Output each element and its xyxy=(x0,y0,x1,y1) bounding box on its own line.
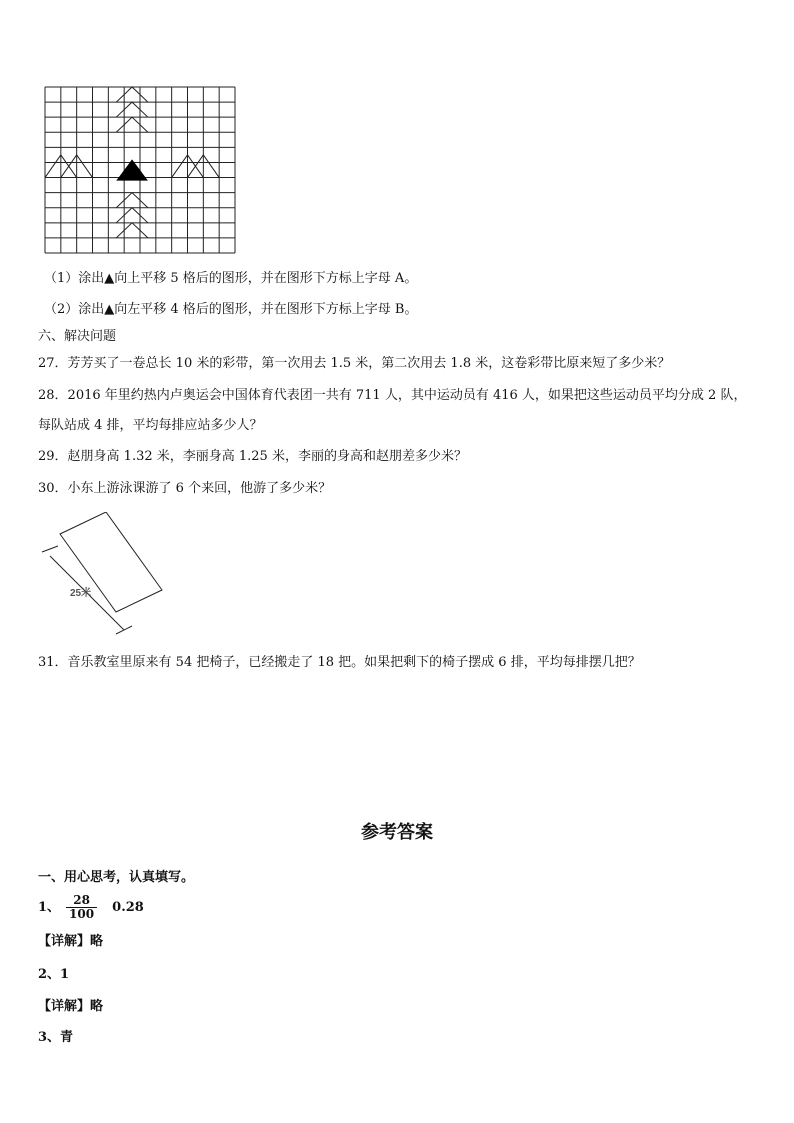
fraction-numerator: 28 xyxy=(66,894,97,908)
answer-1-number: 1、 xyxy=(38,900,61,915)
answer-3: 3、青 xyxy=(38,1030,74,1045)
swimming-pool-figure xyxy=(38,512,168,636)
chevron-shape xyxy=(116,102,148,117)
answer-1-decimal: 0.28 xyxy=(112,900,144,915)
dimension-tick-top xyxy=(42,546,58,552)
fraction-denominator: 100 xyxy=(69,907,95,921)
pool-length-label: 25米 xyxy=(70,588,92,599)
answer-2-detail: 【详解】略 xyxy=(38,999,104,1014)
question-28-line-1: 28．2016 年里约热内卢奥运会中国体育代表团一共有 711 人，其中运动员有 416 人，如果把这些运动员平均分成 2 队， xyxy=(38,388,747,403)
chevron-shape xyxy=(116,87,148,102)
chevron-shape xyxy=(116,208,148,223)
answer-key-title: 参考答案 xyxy=(361,822,433,843)
dimension-tick-bottom xyxy=(116,626,132,634)
answer-section-1-title: 一、用心思考，认真填写。 xyxy=(38,870,195,885)
answer-2: 2、1 xyxy=(38,967,70,982)
answer-1 xyxy=(38,893,144,923)
question-27: 27．芳芳买了一卷总长 10 米的彩带，第一次用去 1.5 米，第二次用去 1.8 米，这卷彩带比原来短了多少米？ xyxy=(38,356,671,371)
section-6-title: 六、解决问题 xyxy=(38,329,117,344)
question-30: 30．小东上游泳课游了 6 个来回，他游了多少米？ xyxy=(38,481,332,496)
answer-1-fraction xyxy=(66,894,97,921)
answer-1-detail: 【详解】略 xyxy=(38,934,104,949)
question-28-line-2: 每队站成 4 排，平均每排应站多少人？ xyxy=(38,418,263,433)
chevron-shape xyxy=(116,223,148,238)
question-29: 29．赵朋身高 1.32 米，李丽身高 1.25 米，李丽的身高和赵朋差多少米？ xyxy=(38,449,467,464)
translation-grid-figure xyxy=(44,86,236,254)
question-26-part-1: （1）涂出▲向上平移 5 格后的图形，并在图形下方标上字母 A。 xyxy=(44,271,418,286)
question-31: 31．音乐教室里原来有 54 把椅子，已经搬走了 18 把。如果把剩下的椅子摆成 6 排，平均每排摆几把？ xyxy=(38,655,641,670)
chevron-shape xyxy=(116,117,148,132)
chevron-shape xyxy=(116,193,148,208)
question-26-part-2: （2）涂出▲向左平移 4 格后的图形，并在图形下方标上字母 B。 xyxy=(44,302,418,317)
